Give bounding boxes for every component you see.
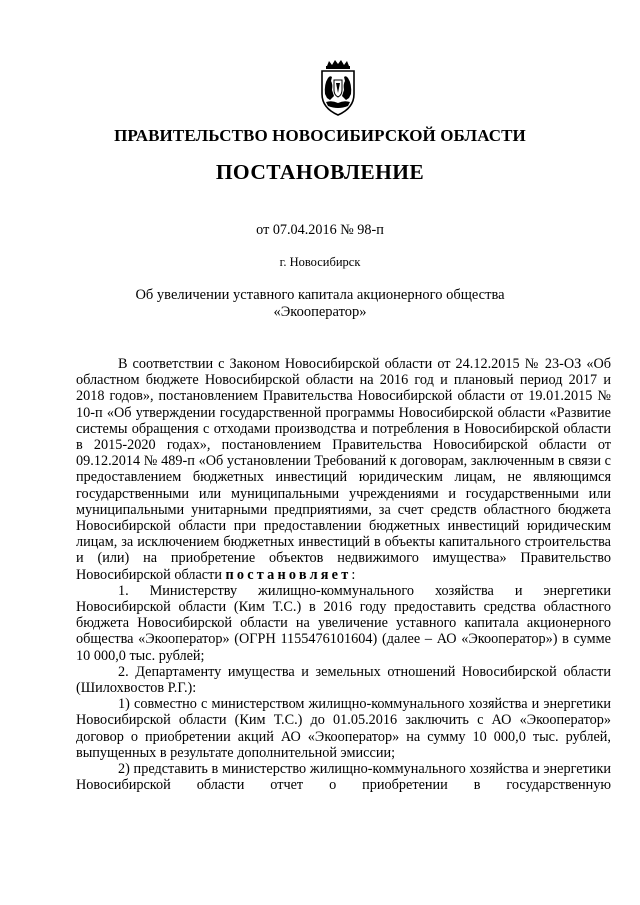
preamble-paragraph	[76, 356, 611, 583]
date-number-line: от 07.04.2016 № 98-п	[256, 222, 384, 238]
document-body	[76, 356, 611, 793]
document-type-title: ПОСТАНОВЛЕНИЕ	[215, 160, 425, 184]
government-name: ПРАВИТЕЛЬСТВО НОВОСИБИРСКОЙ ОБЛАСТИ	[114, 126, 526, 145]
decree-word: постановляет	[225, 566, 352, 583]
subject-heading	[0, 287, 640, 320]
novosibirsk-coat-of-arms-icon	[316, 60, 360, 116]
preamble-colon: :	[351, 566, 356, 583]
city-line: г. Новосибирск	[279, 255, 361, 269]
item-2-paragraph: 2. Департаменту имущества и земельных отношений Новосибирской области (Шилохвостов Р.Г.):	[76, 663, 611, 697]
item-2-2-paragraph: 2) представить в министерство жилищно-коммунального хозяйства и энергетики Новосибирской области отчет о приобретении в государственную	[76, 761, 611, 794]
preamble-text: В соответствии с Законом Новосибирской области от 24.12.2015 № 23-ОЗ «Об областном бюджете Новосибирской области на 2016 год и плановый период 2017 и 2018 годов», постановлением Правительства Новосибирской области от 19.01.2015 № 10-п «Об утверждении государственной программы Новосибирской области «Развитие системы обращения с отходами производства и потребления в Новосибирской области в 2015-2020 годах», постановлением Правительства Новосибирской области от 09.12.2014 № 489-п «Об установлении Требований к договорам, заключенным в связи с предоставлением бюджетных инвестиций юридическим лицам, не являющимся государственными или муниципальными учреждениями и государственными или муниципальными унитарными предприятиями, за счет средств областного бюджета Новосибирской области при предоставлении бюджетных инвестиций юридическим лицам, за исключением бюджетных инвестиций в объекты капитального строительства и (или) на приобретение объектов недвижимого имущества» Правительство Новосибирской области	[76, 356, 611, 583]
item-1-paragraph: 1. Министерству жилищно-коммунального хозяйства и энергетики Новосибирской области (Ким Т.С.) в 2016 году предоставить средства областного бюджета Новосибирской области на увеличение уставного капитала акционерного общества «Экооператор» (ОГРН 1155476101604) (далее – АО «Экооператор») в сумме 10 000,0 тыс. рублей;	[76, 582, 611, 664]
item-2-1-paragraph: 1) совместно с министерством жилищно-коммунального хозяйства и энергетики Новосибирской области (Ким Т.С.) до 01.05.2016 заключить с АО «Экооператор» договор о приобретении акций АО «Экооператор» на сумму 10 000,0 тыс. рублей, выпущенных в результате дополнительной эмиссии;	[76, 696, 611, 761]
subject-line-2: «Экооператор»	[273, 303, 367, 320]
subject-line-1: Об увеличении уставного капитала акционерного общества	[135, 287, 505, 303]
